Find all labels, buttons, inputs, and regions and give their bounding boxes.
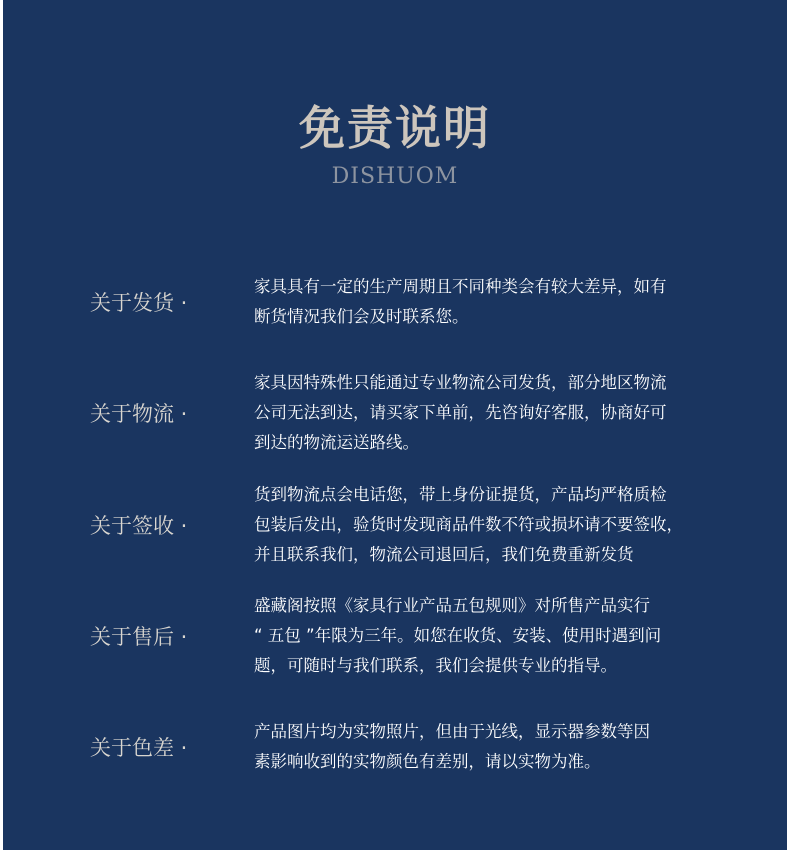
section-label: 关于签收 · [90,514,188,538]
section-label: 关于物流 · [90,402,188,426]
section-label: 关于色差 · [90,736,188,760]
section-description [254,591,724,681]
description-line: 到达的物流运送路线。 [254,433,419,452]
description-line: 货到物流点会电话您，带上身份证提货，产品均严格质检 [254,485,667,504]
description-line: “ 五包 ”年限为三年。如您在收货、安装、使用时遇到问 [254,626,662,645]
page-subtitle: DISHUOM [331,164,459,189]
section-description [254,480,724,570]
page-title: 免责说明 [299,101,491,155]
description-line: 家具具有一定的生产周期且不同种类会有较大差异，如有 [254,277,667,296]
description-line: 题，可随时与我们联系，我们会提供专业的指导。 [254,656,617,675]
description-line: 断货情况我们会及时联系您。 [254,307,469,326]
section-description [254,368,724,458]
description-line: 产品图片均为实物照片，但由于光线，显示器参数等因 [254,722,650,741]
section-description [254,272,724,332]
description-line: 家具因特殊性只能通过专业物流公司发货，部分地区物流 [254,373,667,392]
section-description [254,717,724,777]
description-line: 包装后发出，验货时发现商品件数不符或损坏请不要签收， [254,515,683,534]
description-line: 盛藏阁按照《家具行业产品五包规则》对所售产品实行 [254,596,650,615]
description-line: 公司无法到达，请买家下单前，先咨询好客服，协商好可 [254,403,667,422]
section-label: 关于售后 · [90,625,188,649]
description-line: 并且联系我们，物流公司退回后，我们免费重新发货 [254,545,634,564]
description-line: 素影响收到的实物颜色有差别，请以实物为准。 [254,752,601,771]
section-label: 关于发货 · [90,291,188,315]
